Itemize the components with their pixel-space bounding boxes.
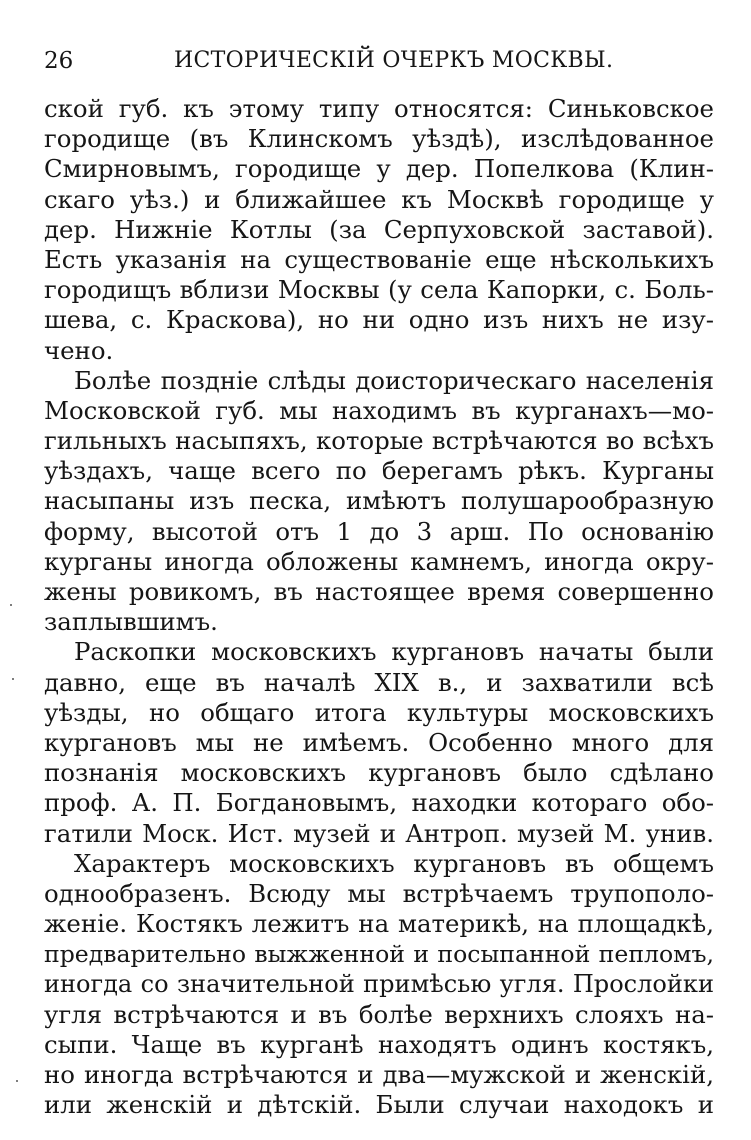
text-line: угля встрѣчаются и въ болѣе верхнихъ слояхъ на- (44, 999, 714, 1029)
text-line: или женскій и дѣтскій. Были случаи находокъ и (44, 1090, 714, 1120)
text-line: Есть указанія на существованіе еще нѣсколькихъ (44, 244, 714, 274)
body-text (44, 94, 714, 1120)
scan-speck (12, 678, 14, 680)
text-line: городище (въ Клинскомъ уѣздѣ), изслѣдованное (44, 124, 714, 154)
text-line: заплывшимъ. (44, 607, 218, 637)
text-line: дер. Нижніе Котлы (за Серпуховской заставой). (44, 214, 714, 244)
scan-speck (10, 604, 12, 606)
text-line: иногда со значительной примѣсью угля. Прослойки (44, 970, 714, 999)
text-line: жены ровикомъ, въ настоящее время совершенно (44, 577, 714, 606)
text-line: курганы иногда обложены камнемъ, иногда окру- (44, 546, 714, 576)
text-line: кургановъ мы не имѣемъ. Особенно много для (44, 727, 714, 757)
text-line: познанія московскихъ кургановъ было сдѣлано (44, 758, 714, 788)
scan-speck (16, 1080, 18, 1082)
text-line: уѣзды, но общаго итога культуры московскихъ (44, 697, 714, 727)
text-line: скаго уѣз.) и ближайшее къ Москвѣ городище у (44, 184, 714, 214)
text-line: насыпаны изъ песка, имѣютъ полушарообразную (44, 486, 714, 516)
text-line: ской губ. къ этому типу относятся: Синьковское (44, 94, 714, 123)
text-line: чено. (44, 335, 114, 365)
text-line: однообразенъ. Всюду мы встрѣчаемъ трупополо- (44, 878, 714, 908)
paragraph-1 (44, 94, 714, 366)
page-number: 26 (44, 48, 74, 74)
text-line: городищъ вблизи Москвы (у села Капорки, с. Боль- (44, 275, 714, 305)
text-line: женіе. Костякъ лежитъ на материкѣ, на площадкѣ, (44, 909, 714, 939)
text-line: Московской губ. мы находимъ въ курганахъ—мо- (44, 395, 714, 425)
text-line: гильныхъ насыпяхъ, которые встрѣчаются во всѣхъ (44, 426, 714, 456)
running-title: ИСТОРИЧЕСКІЙ ОЧЕРКЪ МОСКВЫ. (174, 48, 614, 73)
text-line: сыпи. Чаще въ курганѣ находятъ одинъ костякъ, (44, 1029, 714, 1059)
text-line: уѣздахъ, чаще всего по берегамъ рѣкъ. Курганы (44, 456, 714, 486)
paragraph-4 (44, 849, 714, 1121)
text-line: Характеръ московскихъ кургановъ въ общемъ (74, 848, 714, 878)
text-line: Болѣе поздніе слѣды доисторическаго населенія (74, 365, 714, 395)
text-line: но иногда встрѣчаются и два—мужской и женскій, (44, 1060, 714, 1089)
text-line: форму, высотой отъ 1 до 3 арш. По основанію (44, 516, 714, 546)
page-header (44, 44, 712, 78)
text-line: давно, еще въ началѣ XIX в., и захватили всѣ (44, 667, 714, 697)
paragraph-2 (44, 366, 714, 638)
paragraph-3 (44, 637, 714, 848)
text-line: проф. А. П. Богдановымъ, находки котораго обо- (44, 788, 714, 818)
text-line: предварительно выжженной и посыпанной пепломъ, (44, 940, 714, 969)
text-line: шева, с. Краскова), но ни одно изъ нихъ не изу- (44, 305, 714, 335)
text-line: Раскопки московскихъ кургановъ начаты были (74, 637, 714, 667)
text-line: гатили Моск. Ист. музей и Антроп. музей М. унив. (44, 818, 714, 848)
text-line: Смирновымъ, городище у дер. Попелкова (Клин- (44, 154, 714, 184)
